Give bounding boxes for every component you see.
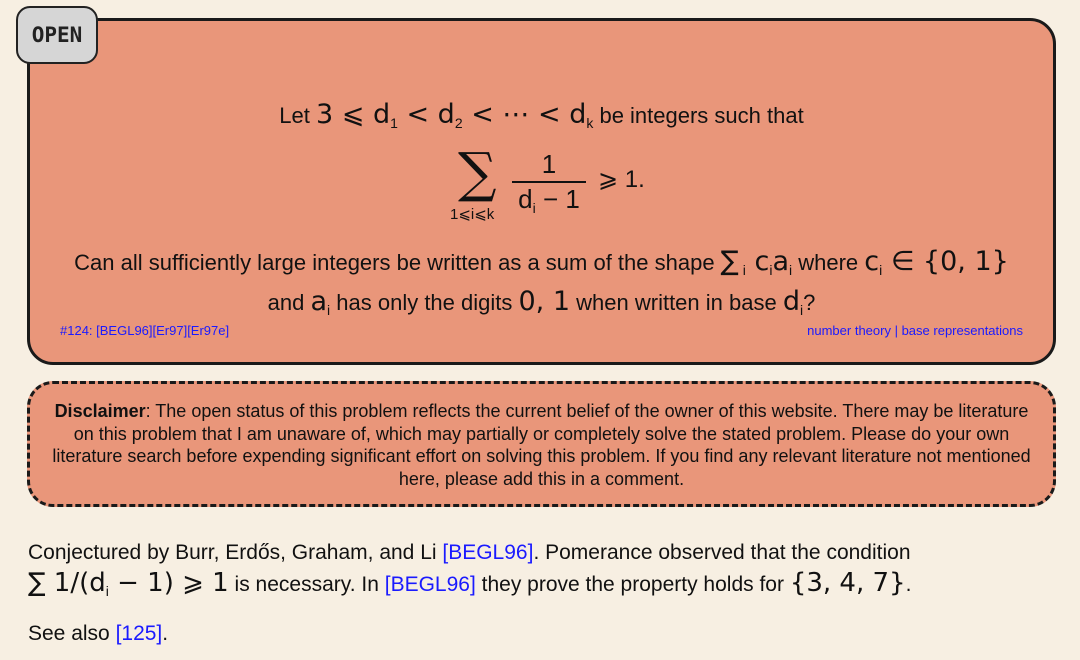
math-set: ∈ {0, 1} [882, 246, 1009, 277]
disclaimer-label: Disclaimer [54, 401, 146, 421]
reference-link-begl96[interactable]: [BEGL96] [442, 541, 534, 564]
subscript: i [788, 262, 793, 278]
tag-separator: | [890, 323, 902, 338]
tag-link-number-theory[interactable]: number theory [807, 323, 891, 338]
den-tail: − 1 [535, 184, 580, 214]
problem-tags [807, 323, 1023, 338]
problem-question [50, 246, 1033, 326]
commentary-text: is necessary. In [228, 573, 385, 596]
inequality: ⩾ 1. [598, 166, 645, 193]
question-text: where [792, 250, 865, 275]
math-condition: ∑ 1/(d [28, 568, 106, 598]
fraction [512, 149, 586, 222]
subscript: 1 [390, 115, 398, 131]
subscript: i [327, 302, 331, 318]
math-term: < d [397, 99, 455, 130]
math-d: d [782, 286, 800, 317]
commentary-text: they prove the property holds for [475, 573, 790, 596]
commentary-text: . Pomerance observed that the condition [533, 541, 911, 564]
sigma-inline: ∑ [720, 246, 739, 277]
fraction-denominator [512, 185, 586, 222]
see-also-label: See also [28, 622, 116, 645]
question-text: when written in base [570, 290, 783, 315]
subscript: i [879, 262, 883, 278]
reference-link-begl96[interactable]: [BEGL96] [384, 573, 476, 596]
sum-formula [450, 141, 650, 229]
math-c: c [864, 246, 880, 277]
math-term: 3 ⩽ d [315, 99, 391, 130]
question-text: and [267, 290, 311, 315]
math-a: a [310, 286, 328, 317]
subscript: i [769, 262, 773, 278]
disclaimer-box [27, 381, 1056, 507]
see-also-line [28, 622, 168, 646]
sigma-symbol: ∑ [458, 141, 497, 204]
math-a: a [772, 246, 789, 277]
math-set: {3, 4, 7} [789, 568, 906, 598]
math-condition-tail: − 1) ⩾ 1 [108, 568, 229, 598]
problem-statement-box [27, 18, 1056, 365]
fraction-numerator: 1 [541, 149, 557, 179]
tag-link-base-representations[interactable]: base representations [901, 323, 1023, 338]
question-text: has only the digits [330, 290, 519, 315]
question-text: ? [803, 290, 816, 315]
problem-commentary [28, 538, 1058, 606]
subscript: 2 [454, 115, 463, 131]
problem-references-link[interactable]: #124: [BEGL96][Er97][Er97e] [60, 323, 230, 338]
disclaimer-text: : The open status of this problem reflects the current belief of the owner of this website. There may be literature on this problem that I am unaware of, which may partially or completely solve the stated problem. Please do your own literature search before expending significant effort on solving this problem. If you find any relevant literature not mentioned here, please add this in a comment. [52, 401, 1031, 489]
math-c: c [745, 246, 770, 277]
sum-range: 1⩽i⩽k [450, 206, 495, 223]
see-also-link[interactable]: [125] [115, 622, 163, 645]
commentary-text: . [905, 573, 912, 596]
math-digits: 0, 1 [518, 286, 571, 317]
see-also-tail: . [162, 622, 169, 645]
subscript: i [532, 200, 536, 216]
question-text: Can all sufficiently large integers be written as a sum of the shape [74, 250, 721, 275]
fraction-bar [512, 181, 586, 183]
subscript: i [799, 302, 804, 318]
status-badge: OPEN [16, 6, 98, 64]
den-d: d [518, 184, 533, 214]
subscript: i [105, 583, 109, 599]
math-term: < ⋯ < d [462, 99, 587, 130]
text-integers: be integers such that [593, 103, 804, 128]
subscript: i [738, 262, 746, 278]
subscript: k [586, 115, 594, 131]
commentary-text: Conjectured by Burr, Erdős, Graham, and Li [28, 541, 443, 564]
text-let: Let [279, 103, 316, 128]
problem-first-line [30, 99, 1053, 131]
